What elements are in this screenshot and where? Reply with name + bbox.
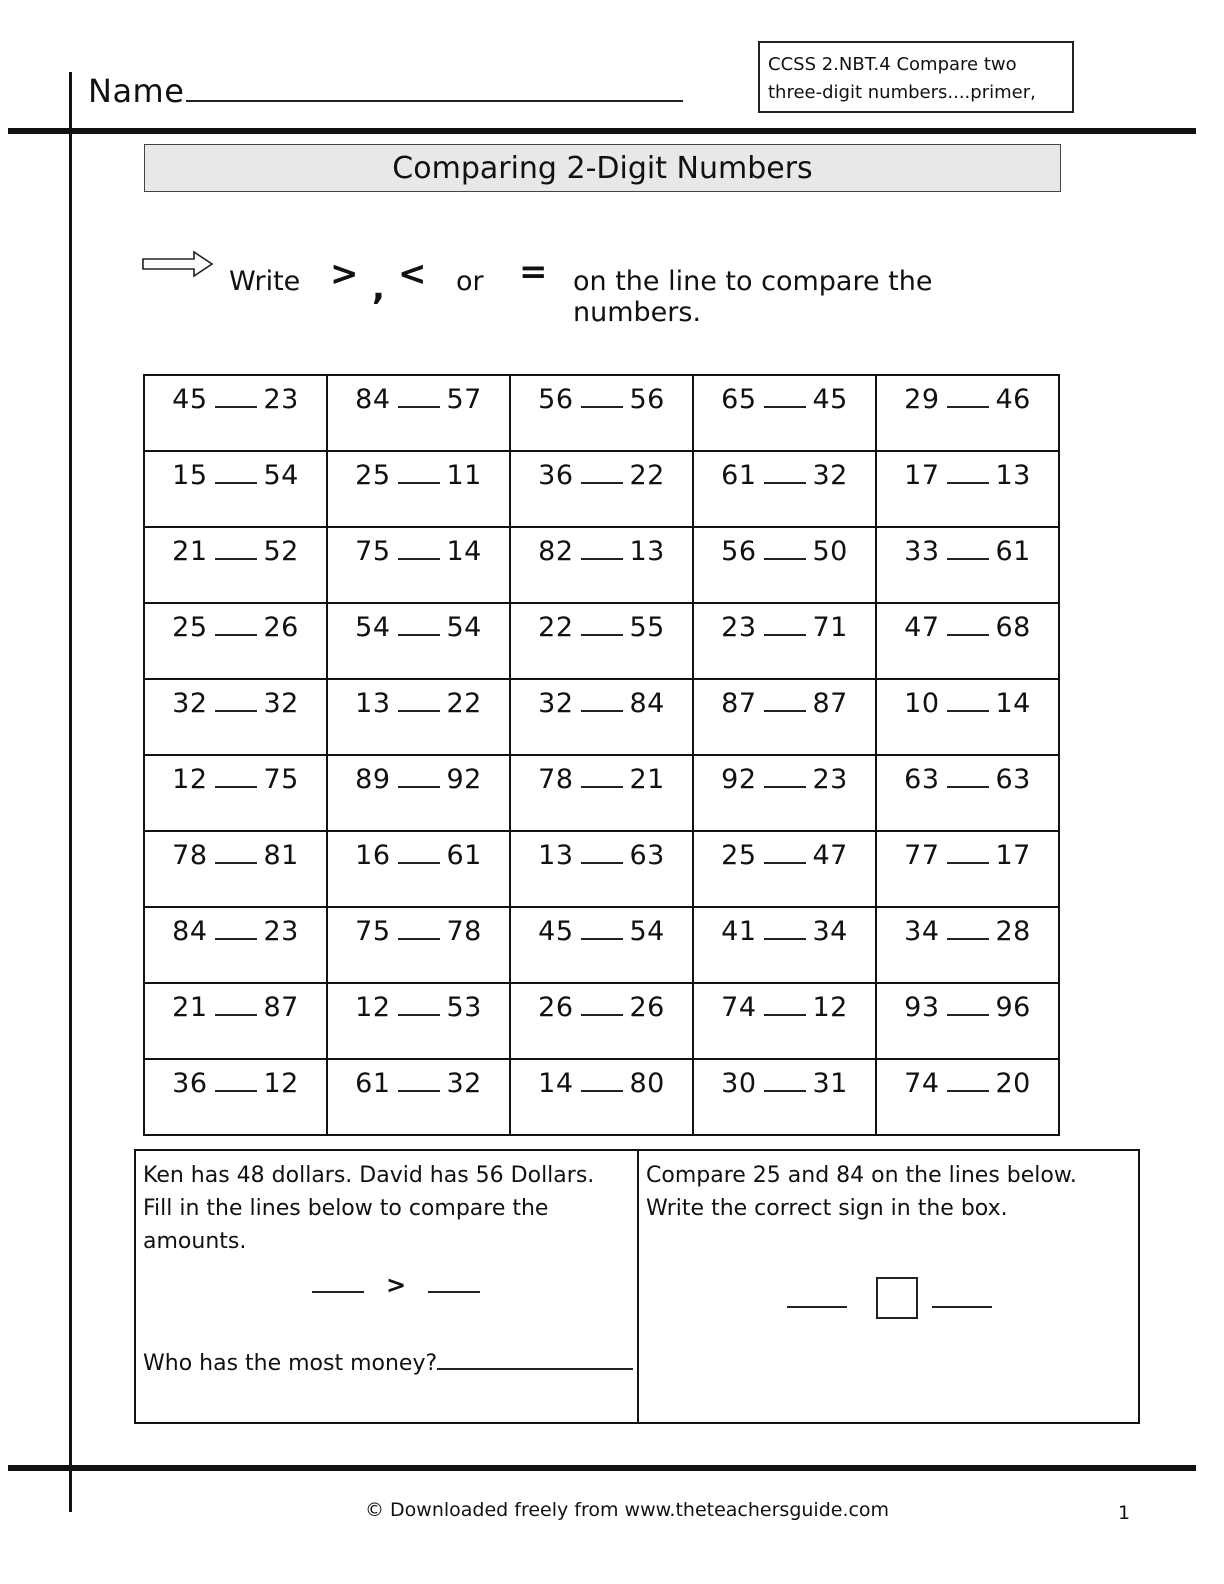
answer-blank[interactable]: [215, 994, 257, 1016]
greater-than-symbol: >: [330, 254, 359, 294]
left-number: 25: [355, 460, 391, 491]
answer-blank[interactable]: [215, 614, 257, 636]
left-number: 26: [538, 992, 574, 1023]
grid-row: [144, 375, 1059, 451]
right-number: 47: [812, 840, 848, 871]
comparison-cell: [510, 755, 693, 831]
comparison-cell: [693, 755, 876, 831]
comparison-pair: [511, 1060, 692, 1099]
comparison-cell: [327, 451, 510, 527]
worksheet-title: Comparing 2-Digit Numbers: [144, 144, 1061, 192]
right-number: 84: [629, 688, 665, 719]
left-number: 82: [538, 536, 574, 567]
answer-blank[interactable]: [398, 614, 440, 636]
right-number: 54: [263, 460, 299, 491]
name-label: Name: [88, 72, 185, 110]
comparison-cell: [327, 755, 510, 831]
answer-blank[interactable]: [947, 766, 989, 788]
comparison-cell: [144, 679, 327, 755]
comparison-cell: [693, 527, 876, 603]
left-number: 74: [904, 1068, 940, 1099]
comparison-cell: [693, 451, 876, 527]
left-number: 25: [172, 612, 208, 643]
answer-blank[interactable]: [581, 538, 623, 560]
left-number: 25: [721, 840, 757, 871]
comparison-cell: [327, 907, 510, 983]
comparison-cell: [693, 907, 876, 983]
answer-blank[interactable]: [764, 766, 806, 788]
sign-box-problem: [639, 1151, 1138, 1422]
answer-blank[interactable]: [215, 690, 257, 712]
comparison-pair: [328, 528, 509, 567]
right-number: 22: [446, 688, 482, 719]
answer-blank[interactable]: [947, 842, 989, 864]
right-number: 57: [446, 384, 482, 415]
grid-row: [144, 603, 1059, 679]
word-problems: [134, 1149, 1140, 1424]
right-number: 68: [995, 612, 1031, 643]
comparison-pair: [694, 680, 875, 719]
comparison-pair: [145, 908, 326, 947]
right-number: 17: [995, 840, 1031, 871]
answer-blank[interactable]: [764, 386, 806, 408]
comparison-cell: [510, 527, 693, 603]
left-number: 41: [721, 916, 757, 947]
answer-blank[interactable]: [398, 842, 440, 864]
comparison-cell: [327, 679, 510, 755]
answer-blank[interactable]: [581, 386, 623, 408]
left-number: 78: [172, 840, 208, 871]
comparison-cell: [144, 375, 327, 451]
answer-blank[interactable]: [581, 842, 623, 864]
answer-blank[interactable]: [764, 690, 806, 712]
comparison-cell: [510, 451, 693, 527]
comparison-pair: [328, 680, 509, 719]
header-rule: [8, 128, 1196, 134]
problem-text-line: Compare 25 and 84 on the lines below.: [646, 1163, 1077, 1188]
left-number: 84: [172, 916, 208, 947]
right-number: 78: [446, 916, 482, 947]
right-number: 32: [263, 688, 299, 719]
right-number: 75: [263, 764, 299, 795]
left-number: 12: [355, 992, 391, 1023]
left-number: 17: [904, 460, 940, 491]
comparison-pair: [145, 528, 326, 567]
answer-blank[interactable]: [787, 1288, 847, 1308]
comparison-cell: [693, 603, 876, 679]
right-number: 61: [446, 840, 482, 871]
answer-blank[interactable]: [764, 462, 806, 484]
right-number: 71: [812, 612, 848, 643]
right-number: 63: [629, 840, 665, 871]
comparison-pair: [877, 756, 1058, 795]
right-number: 46: [995, 384, 1031, 415]
right-number: 28: [995, 916, 1031, 947]
problem-text-line: amounts.: [143, 1229, 247, 1254]
comparison-cell: [693, 375, 876, 451]
comparison-pair: [145, 756, 326, 795]
left-number: 29: [904, 384, 940, 415]
comparison-pair: [328, 908, 509, 947]
right-number: 23: [263, 384, 299, 415]
left-number: 87: [721, 688, 757, 719]
left-number: 61: [721, 460, 757, 491]
right-number: 55: [629, 612, 665, 643]
left-number: 13: [538, 840, 574, 871]
comparison-pair: [511, 604, 692, 643]
left-number: 33: [904, 536, 940, 567]
left-number: 93: [904, 992, 940, 1023]
answer-blank[interactable]: [312, 1271, 364, 1293]
left-number: 47: [904, 612, 940, 643]
right-number: 11: [446, 460, 482, 491]
answer-blank[interactable]: [215, 538, 257, 560]
answer-blank[interactable]: [215, 1070, 257, 1092]
left-number: 10: [904, 688, 940, 719]
right-number: 52: [263, 536, 299, 567]
right-number: 87: [812, 688, 848, 719]
answer-blank[interactable]: [764, 1070, 806, 1092]
comparison-cell: [144, 755, 327, 831]
comparison-cell: [144, 1059, 327, 1135]
comparison-cell: [144, 907, 327, 983]
comparison-cell: [327, 1059, 510, 1135]
comparison-cell: [876, 1059, 1059, 1135]
comparison-pair: [511, 756, 692, 795]
answer-blank[interactable]: [947, 1070, 989, 1092]
comparison-pair: [328, 604, 509, 643]
comparison-pair: [694, 1060, 875, 1099]
comparison-pair: [328, 984, 509, 1023]
answer-blank[interactable]: [764, 994, 806, 1016]
comparison-grid: [143, 374, 1060, 1136]
money-comparison: [312, 1269, 480, 1302]
sign-comparison: [787, 1277, 992, 1319]
left-number: 45: [172, 384, 208, 415]
name-line[interactable]: [186, 72, 683, 102]
comparison-cell: [876, 451, 1059, 527]
answer-blank[interactable]: [215, 918, 257, 940]
question-text: Who has the most money?: [143, 1351, 438, 1376]
grid-row: [144, 451, 1059, 527]
right-number: 26: [629, 992, 665, 1023]
left-number: 89: [355, 764, 391, 795]
margin-vertical-rule: [69, 72, 72, 1512]
right-arrow-icon: [140, 250, 216, 278]
left-number: 45: [538, 916, 574, 947]
left-number: 15: [172, 460, 208, 491]
right-number: 45: [812, 384, 848, 415]
answer-blank[interactable]: [398, 386, 440, 408]
answer-blank[interactable]: [764, 538, 806, 560]
comparison-pair: [877, 908, 1058, 947]
left-number: 23: [721, 612, 757, 643]
left-number: 63: [904, 764, 940, 795]
right-number: 26: [263, 612, 299, 643]
grid-row: [144, 831, 1059, 907]
greater-than-symbol: >: [386, 1271, 407, 1299]
right-number: 80: [629, 1068, 665, 1099]
comparison-cell: [510, 603, 693, 679]
comparison-pair: [511, 452, 692, 491]
comparison-pair: [877, 680, 1058, 719]
right-number: 31: [812, 1068, 848, 1099]
name-field[interactable]: [88, 72, 683, 110]
right-number: 13: [629, 536, 665, 567]
right-number: 32: [812, 460, 848, 491]
comparison-cell: [327, 375, 510, 451]
right-number: 81: [263, 840, 299, 871]
answer-blank[interactable]: [581, 994, 623, 1016]
comparison-pair: [694, 984, 875, 1023]
right-number: 53: [446, 992, 482, 1023]
answer-blank[interactable]: [398, 538, 440, 560]
answer-blank[interactable]: [947, 538, 989, 560]
left-number: 61: [355, 1068, 391, 1099]
left-number: 77: [904, 840, 940, 871]
comparison-pair: [694, 832, 875, 871]
most-money-question: [143, 1347, 633, 1380]
left-number: 78: [538, 764, 574, 795]
right-number: 54: [629, 916, 665, 947]
comparison-cell: [693, 1059, 876, 1135]
grid-row: [144, 983, 1059, 1059]
left-number: 32: [538, 688, 574, 719]
answer-blank[interactable]: [398, 1070, 440, 1092]
answer-blank[interactable]: [215, 766, 257, 788]
left-number: 32: [172, 688, 208, 719]
problem-text-line: Write the correct sign in the box.: [646, 1196, 1008, 1221]
comparison-pair: [511, 984, 692, 1023]
left-number: 22: [538, 612, 574, 643]
answer-blank[interactable]: [398, 690, 440, 712]
comparison-cell: [876, 375, 1059, 451]
less-than-symbol: <: [398, 254, 427, 294]
right-number: 23: [263, 916, 299, 947]
comparison-cell: [327, 603, 510, 679]
comparison-pair: [694, 452, 875, 491]
comparison-cell: [510, 375, 693, 451]
answer-blank[interactable]: [581, 1070, 623, 1092]
right-number: 22: [629, 460, 665, 491]
comparison-pair: [877, 832, 1058, 871]
answer-blank[interactable]: [581, 766, 623, 788]
comparison-cell: [510, 679, 693, 755]
problem-text-line: Fill in the lines below to compare the: [143, 1196, 549, 1221]
right-number: 13: [995, 460, 1031, 491]
comparison-pair: [145, 452, 326, 491]
right-number: 34: [812, 916, 848, 947]
answer-blank[interactable]: [947, 690, 989, 712]
grid-row: [144, 755, 1059, 831]
comparison-cell: [327, 831, 510, 907]
comparison-pair: [328, 756, 509, 795]
comparison-cell: [876, 907, 1059, 983]
comparison-cell: [876, 603, 1059, 679]
answer-blank[interactable]: [764, 842, 806, 864]
answer-blank[interactable]: [932, 1288, 992, 1308]
comparison-pair: [877, 376, 1058, 415]
comparison-cell: [144, 527, 327, 603]
comparison-cell: [876, 527, 1059, 603]
grid-row: [144, 527, 1059, 603]
answer-blank[interactable]: [581, 690, 623, 712]
left-number: 36: [172, 1068, 208, 1099]
left-number: 84: [355, 384, 391, 415]
comparison-pair: [145, 984, 326, 1023]
right-number: 12: [812, 992, 848, 1023]
comparison-pair: [877, 604, 1058, 643]
comparison-pair: [511, 528, 692, 567]
comparison-pair: [694, 376, 875, 415]
left-number: 13: [355, 688, 391, 719]
right-number: 56: [629, 384, 665, 415]
comparison-cell: [510, 983, 693, 1059]
right-number: 96: [995, 992, 1031, 1023]
comparison-pair: [328, 452, 509, 491]
problem-text-line: Ken has 48 dollars. David has 56 Dollars.: [143, 1163, 595, 1188]
comparison-pair: [145, 376, 326, 415]
comparison-pair: [511, 680, 692, 719]
right-number: 12: [263, 1068, 299, 1099]
left-number: 54: [355, 612, 391, 643]
comparison-cell: [144, 983, 327, 1059]
money-problem: [136, 1151, 639, 1422]
left-number: 34: [904, 916, 940, 947]
comparison-pair: [877, 984, 1058, 1023]
comparison-cell: [693, 679, 876, 755]
left-number: 92: [721, 764, 757, 795]
answer-blank[interactable]: [947, 614, 989, 636]
comparison-pair: [328, 832, 509, 871]
answer-blank[interactable]: [764, 918, 806, 940]
comparison-cell: [876, 983, 1059, 1059]
comparison-pair: [145, 832, 326, 871]
right-number: 21: [629, 764, 665, 795]
answer-blank[interactable]: [437, 1348, 633, 1370]
instruction-rest: on the line to compare the numbers.: [573, 266, 933, 328]
answer-blank[interactable]: [398, 766, 440, 788]
comparison-cell: [510, 907, 693, 983]
right-number: 54: [446, 612, 482, 643]
comparison-cell: [144, 831, 327, 907]
comparison-cell: [693, 831, 876, 907]
comparison-cell: [510, 1059, 693, 1135]
left-number: 30: [721, 1068, 757, 1099]
comparison-cell: [693, 983, 876, 1059]
right-number: 14: [446, 536, 482, 567]
comparison-cell: [327, 527, 510, 603]
comparison-pair: [694, 756, 875, 795]
grid-row: [144, 679, 1059, 755]
answer-blank[interactable]: [947, 918, 989, 940]
comparison-cell: [876, 755, 1059, 831]
answer-blank[interactable]: [947, 462, 989, 484]
left-number: 36: [538, 460, 574, 491]
answer-blank[interactable]: [764, 614, 806, 636]
right-number: 20: [995, 1068, 1031, 1099]
standard-note: CCSS 2.NBT.4 Compare two three-digit numbers....primer,: [758, 41, 1074, 113]
right-number: 61: [995, 536, 1031, 567]
comparison-pair: [877, 1060, 1058, 1099]
sign-box[interactable]: [876, 1277, 918, 1319]
answer-blank[interactable]: [398, 994, 440, 1016]
left-number: 56: [721, 536, 757, 567]
comparison-pair: [328, 376, 509, 415]
comparison-cell: [876, 831, 1059, 907]
comparison-pair: [511, 908, 692, 947]
answer-blank[interactable]: [215, 842, 257, 864]
left-number: 16: [355, 840, 391, 871]
answer-blank[interactable]: [398, 462, 440, 484]
left-number: 21: [172, 536, 208, 567]
right-number: 23: [812, 764, 848, 795]
left-number: 21: [172, 992, 208, 1023]
comparison-pair: [511, 376, 692, 415]
comparison-pair: [145, 1060, 326, 1099]
answer-blank[interactable]: [947, 994, 989, 1016]
comparison-pair: [694, 604, 875, 643]
left-number: 65: [721, 384, 757, 415]
right-number: 32: [446, 1068, 482, 1099]
instruction-or: or: [456, 266, 484, 297]
left-number: 74: [721, 992, 757, 1023]
comparison-pair: [694, 908, 875, 947]
left-number: 75: [355, 536, 391, 567]
comparison-cell: [510, 831, 693, 907]
answer-blank[interactable]: [215, 386, 257, 408]
instructions: [140, 250, 1060, 328]
answer-blank[interactable]: [947, 386, 989, 408]
right-number: 63: [995, 764, 1031, 795]
answer-blank[interactable]: [581, 918, 623, 940]
comparison-pair: [877, 528, 1058, 567]
answer-blank[interactable]: [581, 462, 623, 484]
left-number: 12: [172, 764, 208, 795]
left-number: 14: [538, 1068, 574, 1099]
comparison-cell: [144, 603, 327, 679]
grid-row: [144, 907, 1059, 983]
comparison-pair: [145, 680, 326, 719]
comparison-pair: [511, 832, 692, 871]
answer-blank[interactable]: [581, 614, 623, 636]
footer-credit: © Downloaded freely from www.theteachersguide.com: [365, 1499, 890, 1521]
comparison-pair: [877, 452, 1058, 491]
comparison-cell: [876, 679, 1059, 755]
left-number: 56: [538, 384, 574, 415]
comma-symbol: ,: [372, 268, 385, 308]
comparison-pair: [694, 528, 875, 567]
grid-row: [144, 1059, 1059, 1135]
right-number: 92: [446, 764, 482, 795]
comparison-pair: [328, 1060, 509, 1099]
right-number: 50: [812, 536, 848, 567]
comparison-cell: [144, 451, 327, 527]
answer-blank[interactable]: [398, 918, 440, 940]
left-number: 75: [355, 916, 391, 947]
comparison-pair: [145, 604, 326, 643]
right-number: 14: [995, 688, 1031, 719]
answer-blank[interactable]: [215, 462, 257, 484]
comparison-cell: [327, 983, 510, 1059]
page-number: 1: [1118, 1502, 1131, 1524]
footer-rule: [8, 1465, 1196, 1471]
instruction-write: Write: [229, 266, 301, 297]
answer-blank[interactable]: [428, 1271, 480, 1293]
equals-symbol: =: [519, 252, 548, 292]
right-number: 87: [263, 992, 299, 1023]
